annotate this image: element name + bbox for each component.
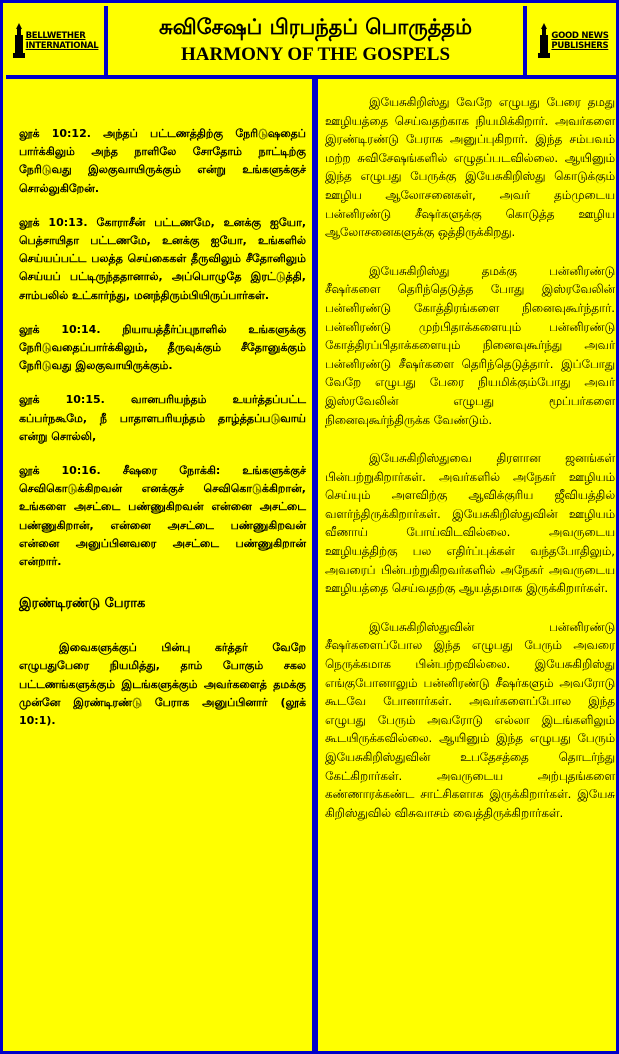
- page-title-tamil: சுவிசேஷப் பிரபந்தப் பொருத்தம்: [159, 15, 472, 39]
- verse-paragraph: லூக் 10:14. நியாயத்தீர்ப்புநாளில் உங்களுக்கு நேரிடுவதைப்பார்க்கிலும், தீருவுக்கும் சீதோனுக்கும் நேரிடுவது இலகுவாயிருக்கும்.: [19, 322, 306, 373]
- lamp-logo-icon: [12, 21, 26, 61]
- bellwether-logo: [6, 6, 108, 75]
- lamp-logo-icon: [537, 21, 551, 61]
- section-heading: இரண்டிரண்டு பேராக: [19, 596, 146, 612]
- left-column: [19, 87, 306, 746]
- right-column: [325, 87, 615, 842]
- commentary-paragraph: இயேசுகிறிஸ்துவின் பன்னிரண்டு சீஷர்களைப்போல இந்த எழுபது பேரும் அவரை நெருக்கமாக பின்பற்றவில்லை. இயேசுகிறிஸ்து எங்குபோனாலும் பன்னிரண்டு சீஷர்களும் அவரோடு கூடவே போனார்கள். அவர்களைப்போல இந்த எழுபது பேரும் அவரோடு எல்லா இடங்களிலும் கூடயிருக்கவில்லை. ஆயினும் இந்த எழுபது பேரும் இயேசுகிறிஸ்துவின் உபதேசத்தை தொடர்ந்து கேட்கிறார்கள். அவருடைய அற்புதங்களை கண்ணாரக்கண்ட சாட்சிகளாக இருக்கிறார்கள். இயேசு கிறிஸ்துவில் விசுவாசம் வைத்திருக்கிறார்கள்.: [325, 619, 615, 820]
- title-block: [108, 6, 523, 75]
- column-divider: [312, 79, 318, 1054]
- commentary-paragraph: இயேசுகிறிஸ்து தமக்கு பன்னிரண்டு சீஷர்களை தெரிந்தெடுத்த போது இஸ்ரவேலின் பன்னிரண்டு கோத்திரங்களை நினைவுகூர்ந்தார். பன்னிரண்டு முற்பிதாக்களையும் பன்னிரண்டு கோத்திரப்பிதாக்களையும் நினைவுகூர்ந்து அவர் பன்னிரண்டு சீஷர்களை தெரிந்தெடுத்தார். இப்போது வேறே எழுபது பேரை நியமிக்கும்போது அவர் இஸ்ரவேலின் எழுபது மூப்பர்களை நினைவுகூர்ந்திருக்க வேண்டும்.: [325, 263, 615, 427]
- good-news-logo: [523, 6, 619, 75]
- commentary-paragraph: இயேசுகிறிஸ்துவை திரளான ஜனங்கள் பின்பற்றுகிறார்கள். அவர்களில் அநேகர் ஊழியம் செய்யும் அளவிற்கு ஆவிக்குரிய ஜீவியத்தில் வளர்ந்திருக்கிறார்கள். இயேசுகிறிஸ்துவின் ஊழியம் வீணாய் போய்விடவில்லை. அவருடைய ஊழியத்திற்கு பல எதிர்ப்புக்கள் வந்தபோதிலும், அவரைப் பின்பற்றுகிறவர்களில் அநேகர் அவருடைய ஊழியத்தை செய்வதற்கு ஆயத்தமாக இருக்கிறார்கள்.: [325, 451, 615, 596]
- commentary-paragraph: இயேசுகிறிஸ்து வேறே எழுபது பேரை தமது ஊழியத்தை செய்வதற்காக நியமிக்கிறார். அவர்களை இரண்டிரண்டு பேராக அனுப்புகிறார். இந்த சம்பவம் மற்ற சுவிசேஷங்களில் எழுதப்படவில்லை. ஆயினும் இந்த எழுபது பேருக்கு இயேசுகிறிஸ்து கொடுக்கும் ஊழிய ஆலோசனைகள், அவர் தம்முடைய பன்னிரண்டு சீஷர்களுக்கு கொடுத்த ஊழிய ஆலோசனைகளுக்கு ஒத்திருக்கிறது.: [325, 95, 615, 240]
- right-logo-line1: GOOD NEWS: [551, 30, 609, 41]
- right-logo-line2: PUBLISHERS: [551, 40, 609, 51]
- page-header: [6, 6, 619, 79]
- verse-paragraph: லூக் 10:12. அந்தப் பட்டணத்திற்கு நேரிடுஷதைப் பார்க்கிலும் அந்த நாளிலே சோதோம் நாட்டிற்கு நேரிடுவது இலகுவாயிருக்கும் என்று உங்களுக்குச் சொல்லுகிறேன்.: [19, 127, 306, 195]
- verse-paragraph: லூக் 10:16. சீஷரை நோக்கி: உங்களுக்குச் செவிகொடுக்கிறவன் எனக்குச் செவிகொடுக்கிறான், உங்களை அசட்டை பண்ணுகிறவன் என்னை அசட்டை பண்ணுகிறான், என்னை அசட்டை பண்ணுகிறவன் என்னை அனுப்பினவரை அசட்டை பண்ணுகிறான் என்றார்.: [19, 464, 306, 569]
- left-logo-line1: BELLWETHER: [25, 30, 86, 41]
- closing-paragraph: இவைகளுக்குப் பின்பு கர்த்தர் வேறே எழுபதுபேரை நியமித்து, தாம் போகும் சகல பட்டணங்களுக்கும் இடங்களுக்கும் அவர்களைத் தமக்கு முன்னே இரண்டிரண்டு பேராக அனுப்பினார் (லூக் 10:1).: [19, 641, 306, 728]
- left-logo-line2: INTERNATIONAL: [25, 40, 99, 51]
- verse-paragraph: லூக் 10:15. வானபரியந்தம் உயர்த்தப்பட்ட கப்பர்நகூமே, நீ பாதாளபரியந்தம் தாழ்த்தப்படுவாய் என்று சொல்லி,: [19, 393, 306, 443]
- verse-paragraph: லூக் 10:13. கோராசீன் பட்டணமே, உனக்கு ஐயோ, பெத்சாயிதா பட்டணமே, உனக்கு ஐயோ, உங்களில் செய்யப்பட்ட பலத்த செய்கைகள் தீருவிலும் சீதோனிலும் செய்யப் பட்டிருந்ததானால், அப்பொழுதே இரட்டுத்தி, சாம்பலில் உட்கார்ந்து, மனந்திரும்பியிருப்பார்கள்.: [19, 215, 306, 302]
- page-title-english: HARMONY OF THE GOSPELS: [180, 44, 451, 65]
